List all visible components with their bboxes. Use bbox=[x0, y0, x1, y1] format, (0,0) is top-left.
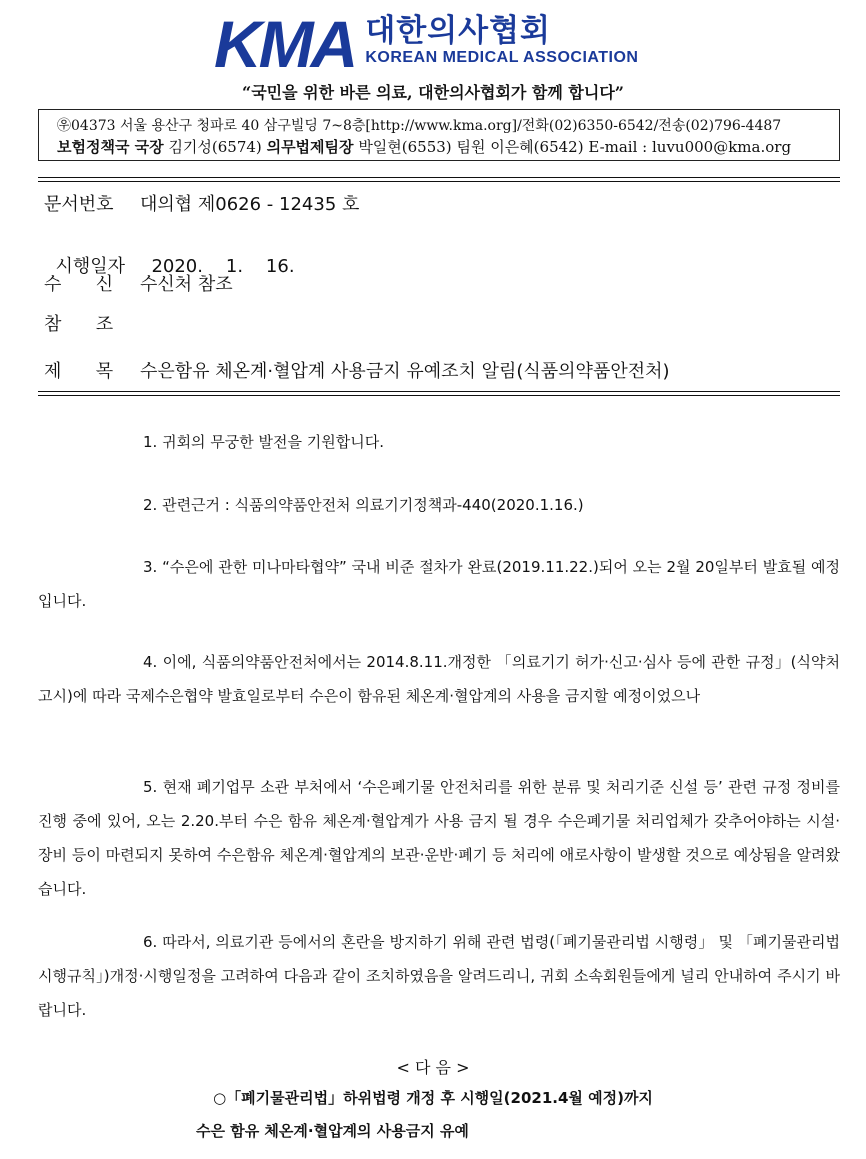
team-name: 박일현(6553) bbox=[358, 138, 452, 156]
date-label: 시행일자 bbox=[55, 256, 126, 277]
dept-head-name: 김기성(6574) bbox=[168, 138, 262, 156]
subject-label: 제 목 bbox=[44, 361, 114, 382]
notice-line-1: ○「폐기물관리법」하위법령 개정 후 시행일(2021.4월 예정)까지 bbox=[213, 1089, 653, 1107]
email[interactable]: E-mail : luvu000@kma.org bbox=[588, 138, 792, 156]
doc-number: 대의협 제0626 - 12435 호 bbox=[140, 194, 360, 215]
paragraph-1 bbox=[38, 425, 840, 459]
paragraph-6-text: 6. 따라서, 의료기관 등에서의 혼란을 방지하기 위해 관련 법령(「폐기물관리법 시행령」 및 「폐기물관리법 시행규칙」)개정·시행일정을 고려하여 다음과 같이 조치하였음을 알려드리니, 귀회 소속회원들에게 널리 안내하여 주시기 바랍니다. bbox=[38, 933, 840, 1019]
doc-number-label: 문서번호 bbox=[44, 194, 114, 215]
subject: 수은함유 체온계·혈압계 사용금지 유예조치 알림(식품의약품안전처) bbox=[140, 361, 670, 382]
divider-bottom bbox=[38, 391, 840, 396]
paragraph-4 bbox=[38, 645, 840, 713]
paragraph-6 bbox=[38, 925, 840, 1027]
contact-box bbox=[38, 109, 840, 161]
staff-name: 팀원 이은혜(6542) bbox=[456, 138, 584, 156]
logo-korean-name: 대한의사협회 bbox=[365, 13, 551, 49]
paragraph-5-text: 5. 현재 폐기업무 소관 부처에서 ‘수은폐기물 안전처리를 위한 분류 및 처리기준 신설 등’ 관련 규정 정비를 진행 중에 있어, 오는 2.20.부터 수은 함유 체온계·혈압계가 사용 금지 될 경우 수은폐기물 처리업체가 갖추어야하는 시설·장비 등이 마련되지 못하여 수은함유 체온계·혈압계의 보관·운반·폐기 등 처리에 애로사항이 발생할 것으로 예상됨을 알려왔습니다. bbox=[38, 778, 840, 898]
paragraph-1-text: 1. 귀회의 무궁한 발전을 기원합니다. bbox=[143, 433, 385, 451]
notice-line-2: 수은 함유 체온계·혈압계의 사용금지 유예 bbox=[196, 1122, 469, 1140]
paragraph-2 bbox=[38, 488, 840, 522]
paragraph-3-text: 3. “수은에 관한 미나마타협약” 국내 비준 절차가 완료(2019.11.22.)되어 오는 2월 20일부터 발효될 예정입니다. bbox=[38, 558, 840, 610]
slogan: “국민을 위한 바른 의료, 대한의사협회가 함께 합니다” bbox=[242, 83, 624, 102]
reference-label: 참 조 bbox=[44, 314, 114, 335]
contact-staff-line bbox=[57, 136, 791, 157]
reference-row bbox=[44, 310, 140, 336]
paragraph-4-text: 4. 이에, 식품의약품안전처에서는 2014.8.11.개정한 「의료기기 허가·신고·심사 등에 관한 규정」(식약처 고시)에 따라 국제수은협약 발효일로부터 수은이 함유된 체온계·혈압계의 사용을 금지할 예정이었으나 bbox=[38, 653, 840, 705]
contact-address: ㉾04373 서울 용산구 청파로 40 삼구빌딩 7~8층[http://www.kma.org]/전화(02)6350-6542/전송(02)796-4487 bbox=[57, 118, 782, 134]
logo-english-name: KOREAN MEDICAL ASSOCIATION bbox=[365, 49, 639, 66]
team-label: 의무법제팀장 bbox=[266, 138, 354, 156]
divider-top bbox=[38, 177, 840, 182]
logo-mark: KMA bbox=[214, 7, 356, 81]
subject-row bbox=[44, 357, 670, 383]
logo-text bbox=[365, 14, 638, 68]
notice-title: < 다 음 > bbox=[396, 1058, 470, 1077]
paragraph-3 bbox=[38, 550, 840, 618]
date: 2020. 1. 16. bbox=[151, 256, 295, 277]
paragraph-2-text: 2. 관련근거 : 식품의약품안전처 의료기기정책과-440(2020.1.16.) bbox=[143, 496, 584, 514]
recipient: 수신처 참조 bbox=[140, 274, 233, 295]
dept-head-label: 보험정책국 국장 bbox=[57, 138, 164, 156]
recipient-row bbox=[44, 270, 233, 296]
recipient-label: 수 신 bbox=[44, 274, 114, 295]
paragraph-5 bbox=[38, 770, 840, 906]
kma-logo bbox=[214, 7, 639, 81]
doc-number-row bbox=[44, 190, 359, 216]
